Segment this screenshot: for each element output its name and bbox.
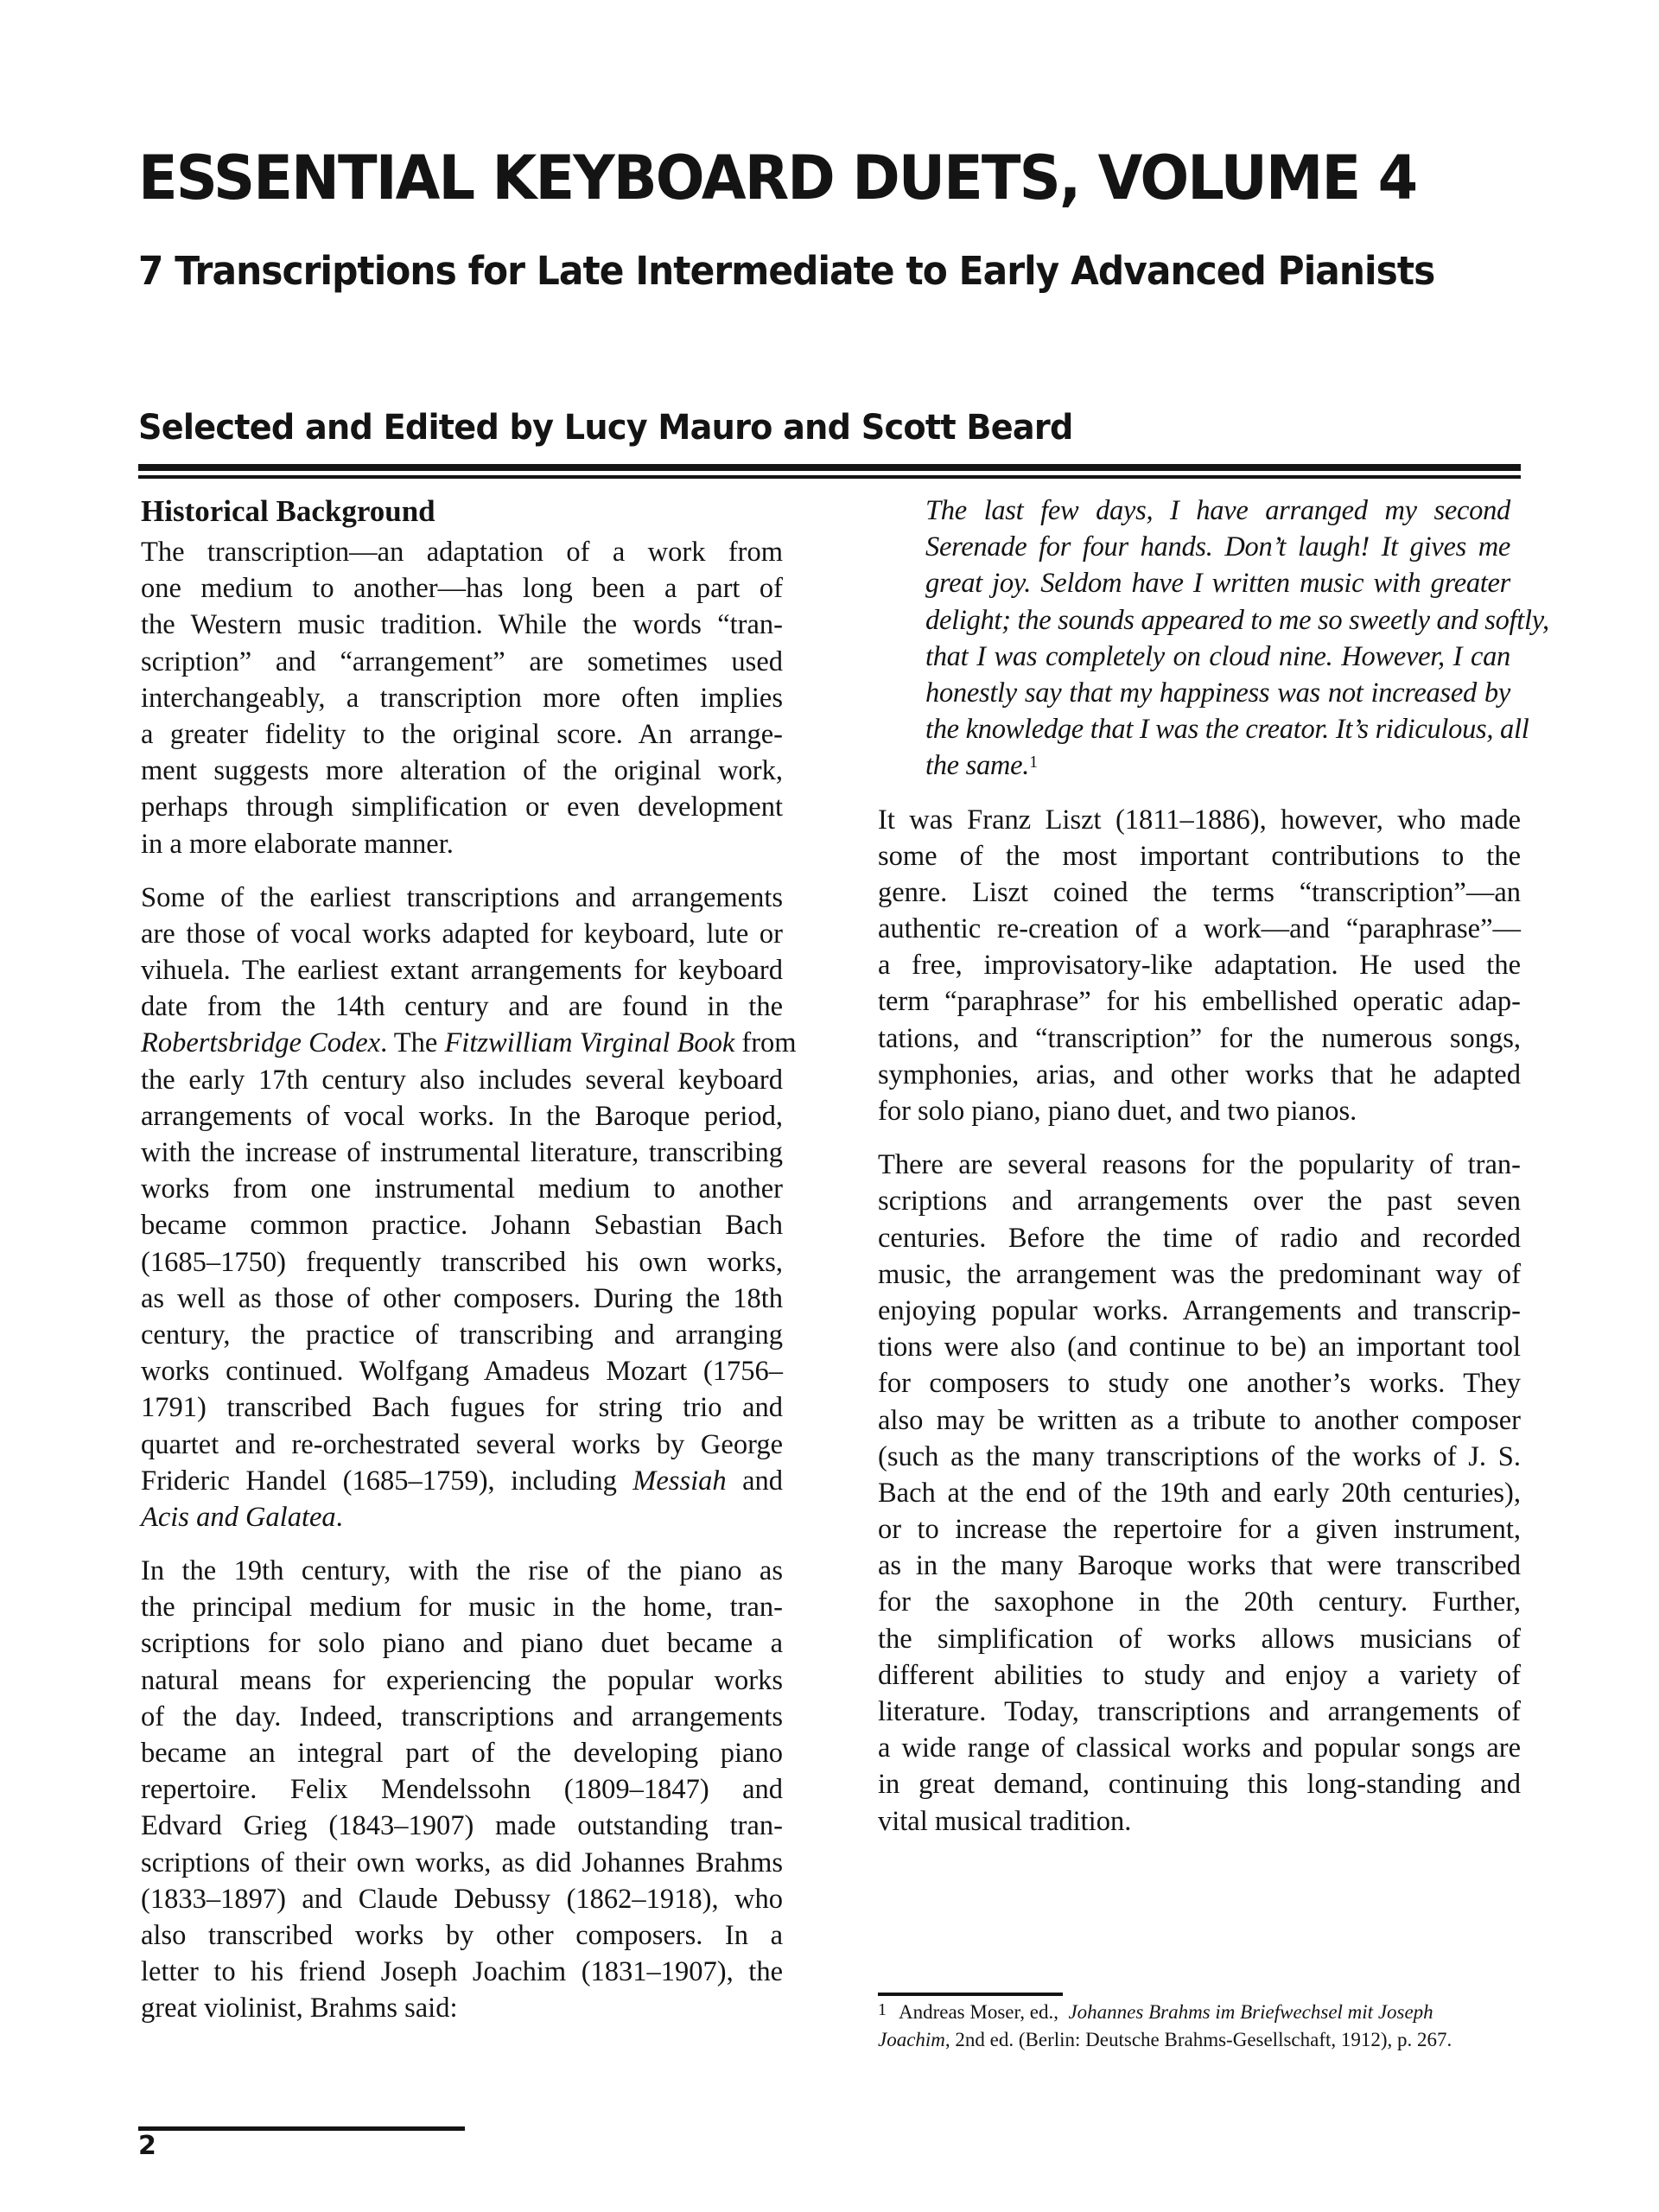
text-line: great violinist, Brahms said:	[141, 1993, 458, 2024]
footnote-title: Johannes Brahms im Briefwechsel mit Joseph	[1068, 2001, 1433, 2023]
document-title: ESSENTIAL KEYBOARD DUETS, VOLUME 4	[138, 143, 1417, 213]
footnote-publication: , 2nd ed. (Berlin: Deutsche Brahms-Gesellschaft, 1912), p. 267.	[944, 2029, 1452, 2050]
text-line: perhaps through simplification or even development	[141, 791, 783, 823]
text-line: works from one instrumental medium to another	[141, 1173, 783, 1205]
text-line: for composers to study one another’s works. They	[878, 1368, 1521, 1400]
text-line: interchangeably, a transcription more often implies	[141, 682, 783, 714]
text-line: Bach at the end of the 19th and early 20th centuries),	[878, 1477, 1521, 1509]
text-line: Serenade for four hands. Don’t laugh! It gives me	[925, 531, 1510, 563]
text-line: Acis and Galatea.	[141, 1501, 343, 1533]
text-line: enjoying popular works. Arrangements and transcrip-	[878, 1294, 1521, 1326]
text-line: It was Franz Liszt (1811–1886), however, who made	[878, 804, 1521, 836]
text-line: term “paraphrase” for his embellished operatic adap-	[878, 986, 1521, 1018]
text-line: There are several reasons for the popularity of tran-	[878, 1149, 1521, 1181]
text-line: the simplification of works allows musicians of	[878, 1623, 1521, 1655]
text-line: quartet and re-orchestrated several works by George	[141, 1428, 783, 1460]
text-line: Frideric Handel (1685–1759), including Messiah and	[141, 1465, 783, 1497]
text-line: The last few days, I have arranged my second	[925, 495, 1510, 526]
paragraph	[878, 1147, 1521, 1840]
text-line: centuries. Before the time of radio and recorded	[878, 1222, 1521, 1254]
text-line: also may be written as a tribute to another composer	[878, 1404, 1521, 1436]
text-line: also transcribed works by other composers. In a	[141, 1919, 783, 1951]
text-line: in a more elaborate manner.	[141, 828, 454, 860]
text-line: scriptions for solo piano and piano duet became a	[141, 1628, 783, 1660]
text-line: arrangements of vocal works. In the Baroque period,	[141, 1100, 783, 1132]
text-line: Some of the earliest transcriptions and arrangements	[141, 881, 783, 913]
text-line: the principal medium for music in the home, tran-	[141, 1592, 783, 1624]
text-line: authentic re-creation of a work—and “paraphrase”—	[878, 913, 1521, 945]
text-line: became common practice. Johann Sebastian Bach	[141, 1210, 783, 1242]
text-line: as well as those of other composers. During the 18th	[141, 1282, 783, 1314]
text-line: with the increase of instrumental literature, transcribing	[141, 1137, 783, 1168]
text-line: letter to his friend Joseph Joachim (1831–1907), the	[141, 1956, 783, 1988]
text-line: scriptions of their own works, as did Johannes Brahms	[141, 1847, 783, 1878]
text-line: scriptions and arrangements over the past seven	[878, 1185, 1521, 1217]
text-line: (1833–1897) and Claude Debussy (1862–1918), who	[141, 1883, 783, 1915]
text-line: delight; the sounds appeared to me so sweetly and softly,	[925, 604, 1549, 636]
text-line: one medium to another—has long been a part of	[141, 573, 783, 605]
left-column	[141, 493, 797, 2044]
text-line: the knowledge that I was the creator. It’s ridiculous, all	[925, 714, 1529, 746]
text-line: repertoire. Felix Mendelssohn (1809–1847) and	[141, 1774, 783, 1806]
text-line: scription” and “arrangement” are sometimes used	[141, 645, 783, 677]
paragraph	[141, 1553, 783, 2026]
brahms-quote	[925, 493, 1549, 785]
text-line: (such as the many transcriptions of the works of J. S.	[878, 1440, 1521, 1472]
text-line: ment suggests more alteration of the original work,	[141, 755, 783, 787]
text-line: a greater fidelity to the original score. An arrange-	[141, 718, 783, 750]
text-line: 1791) transcribed Bach fugues for string trio and	[141, 1392, 783, 1424]
text-line: Edvard Grieg (1843–1907) made outstanding tran-	[141, 1810, 783, 1842]
text-line: the same.$^1$	[925, 750, 1038, 782]
text-line: a wide range of classical works and popular songs are	[878, 1732, 1521, 1764]
text-line: different abilities to study and enjoy a variety of	[878, 1659, 1521, 1691]
section-heading: Historical Background	[141, 494, 435, 528]
text-line: great joy. Seldom have I written music with greater	[925, 568, 1510, 600]
text-line: literature. Today, transcriptions and arrangements of	[878, 1696, 1521, 1727]
text-line: The transcription—an adaptation of a work from	[141, 537, 783, 568]
text-line: in great demand, continuing this long-standing and	[878, 1769, 1521, 1801]
text-line: century, the practice of transcribing and arranging	[141, 1319, 783, 1351]
text-line: Robertsbridge Codex. The Fitzwilliam Virginal Book from	[141, 1027, 797, 1059]
right-column	[878, 493, 1549, 1857]
text-line: music, the arrangement was the predominant way of	[878, 1258, 1521, 1290]
footnote-rule	[878, 1993, 1063, 1996]
text-line: tions were also (and continue to be) an important tool	[878, 1332, 1521, 1363]
editors-byline: Selected and Edited by Lucy Mauro and Scott Beard	[138, 408, 1073, 448]
text-line: are those of vocal works adapted for keyboard, lute or	[141, 918, 783, 950]
document-subtitle: 7 Transcriptions for Late Intermediate to Early Advanced Pianists	[138, 248, 1435, 294]
text-line: some of the most important contributions to the	[878, 840, 1521, 872]
footnote-title-cont: Joachim	[878, 2029, 945, 2050]
text-line: vihuela. The earliest extant arrangements for keyboard	[141, 955, 783, 987]
text-line: honestly say that my happiness was not increased by	[925, 677, 1510, 709]
footnote-author: Andreas Moser, ed.,	[899, 2001, 1058, 2023]
paragraph	[141, 534, 783, 862]
text-line: symphonies, arias, and other works that he adapted	[878, 1058, 1521, 1090]
text-line: In the 19th century, with the rise of the piano as	[141, 1555, 783, 1587]
text-line: genre. Liszt coined the terms “transcription”—an	[878, 876, 1521, 908]
text-line: or to increase the repertoire for a given instrument,	[878, 1514, 1521, 1546]
footnote-number: 1	[878, 2000, 887, 2019]
text-line: of the day. Indeed, transcriptions and arrangements	[141, 1700, 783, 1732]
text-line: vital musical tradition.	[878, 1805, 1132, 1837]
page-number-rule	[138, 2126, 465, 2131]
text-line: date from the 14th century and are found in the	[141, 991, 783, 1023]
header-rule-thick	[138, 464, 1521, 471]
text-line: (1685–1750) frequently transcribed his own works,	[141, 1246, 783, 1278]
text-line: that I was completely on cloud nine. However, I can	[925, 640, 1510, 672]
paragraph	[878, 802, 1521, 1130]
footnote	[878, 1999, 1517, 2054]
text-line: for solo piano, piano duet, and two pianos.	[878, 1096, 1357, 1127]
text-line: natural means for experiencing the popular works	[141, 1664, 783, 1696]
text-line: the Western music tradition. While the words “tran-	[141, 609, 783, 641]
text-line: a free, improvisatory-like adaptation. He used the	[878, 950, 1521, 982]
header-rule-thin	[138, 475, 1521, 479]
footnote-reference: 1	[1029, 753, 1038, 772]
text-line: for the saxophone in the 20th century. Further,	[878, 1586, 1521, 1618]
paragraph	[141, 880, 797, 1535]
text-line: as in the many Baroque works that were transcribed	[878, 1550, 1521, 1582]
page-number: 2	[138, 2131, 156, 2161]
text-line: tations, and “transcription” for the numerous songs,	[878, 1022, 1521, 1054]
text-line: the early 17th century also includes several keyboard	[141, 1064, 783, 1096]
text-line: works continued. Wolfgang Amadeus Mozart (1756–	[141, 1356, 783, 1388]
text-line: became an integral part of the developing piano	[141, 1738, 783, 1769]
